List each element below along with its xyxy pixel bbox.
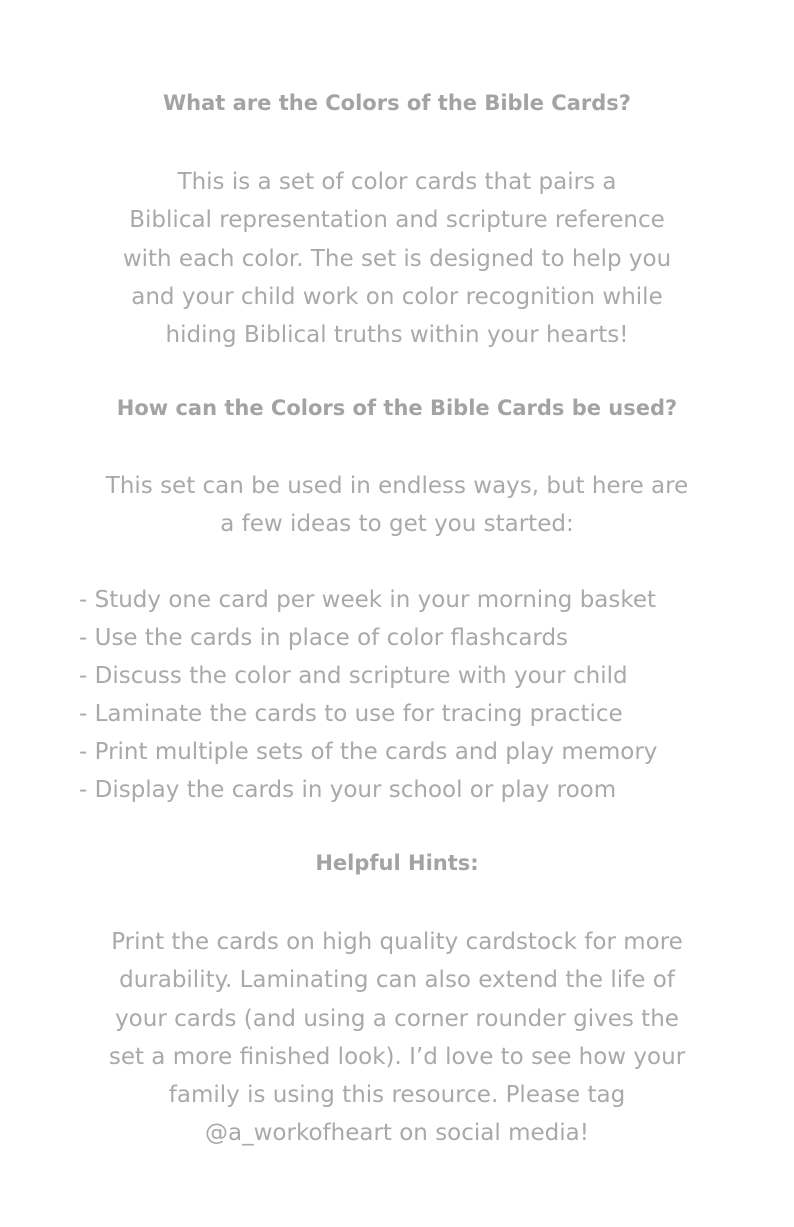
- description-line: with each color. The set is designed to help you: [122, 245, 672, 272]
- description-line: and your child work on color recognition while: [131, 283, 663, 310]
- ideas-list: [79, 581, 769, 809]
- usage-intro-line: This set can be used in endless ways, but here are: [105, 473, 689, 499]
- hints-line: durability. Laminating can also extend the life of: [119, 967, 675, 994]
- list-item: - Use the cards in place of color flashcards: [79, 625, 569, 651]
- list-item: - Laminate the cards to use for tracing practice: [79, 701, 623, 727]
- hints-line: Print the cards on high quality cardstock for more: [111, 929, 683, 955]
- hints-line: set a more finished look). I’d love to see how your: [108, 1043, 686, 1070]
- list-item: - Display the cards in your school or play room: [79, 777, 617, 803]
- list-item: - Print multiple sets of the cards and play memory: [79, 739, 658, 765]
- hints-line: family is using this resource. Please tag: [168, 1082, 626, 1109]
- hints-line: @a_workofheart on social media!: [205, 1120, 589, 1147]
- heading-how-used: How can the Colors of the Bible Cards be used?: [116, 396, 678, 420]
- hints-paragraph: [0, 923, 794, 1153]
- usage-intro-line: a few ideas to get you started:: [220, 511, 574, 538]
- list-item: - Study one card per week in your morning basket: [79, 587, 657, 613]
- hints-line: your cards (and using a corner rounder gives the: [115, 1005, 679, 1032]
- description-line: hiding Biblical truths within your hearts!: [165, 322, 629, 349]
- usage-intro-paragraph: [0, 467, 794, 544]
- heading-helpful-hints: Helpful Hints:: [315, 851, 479, 875]
- list-item: - Discuss the color and scripture with your child: [79, 663, 628, 689]
- description-line: Biblical representation and scripture reference: [129, 207, 665, 234]
- description-line: This is a set of color cards that pairs a: [177, 169, 617, 195]
- heading-what-are-cards: What are the Colors of the Bible Cards?: [163, 91, 631, 115]
- description-paragraph: [0, 163, 794, 354]
